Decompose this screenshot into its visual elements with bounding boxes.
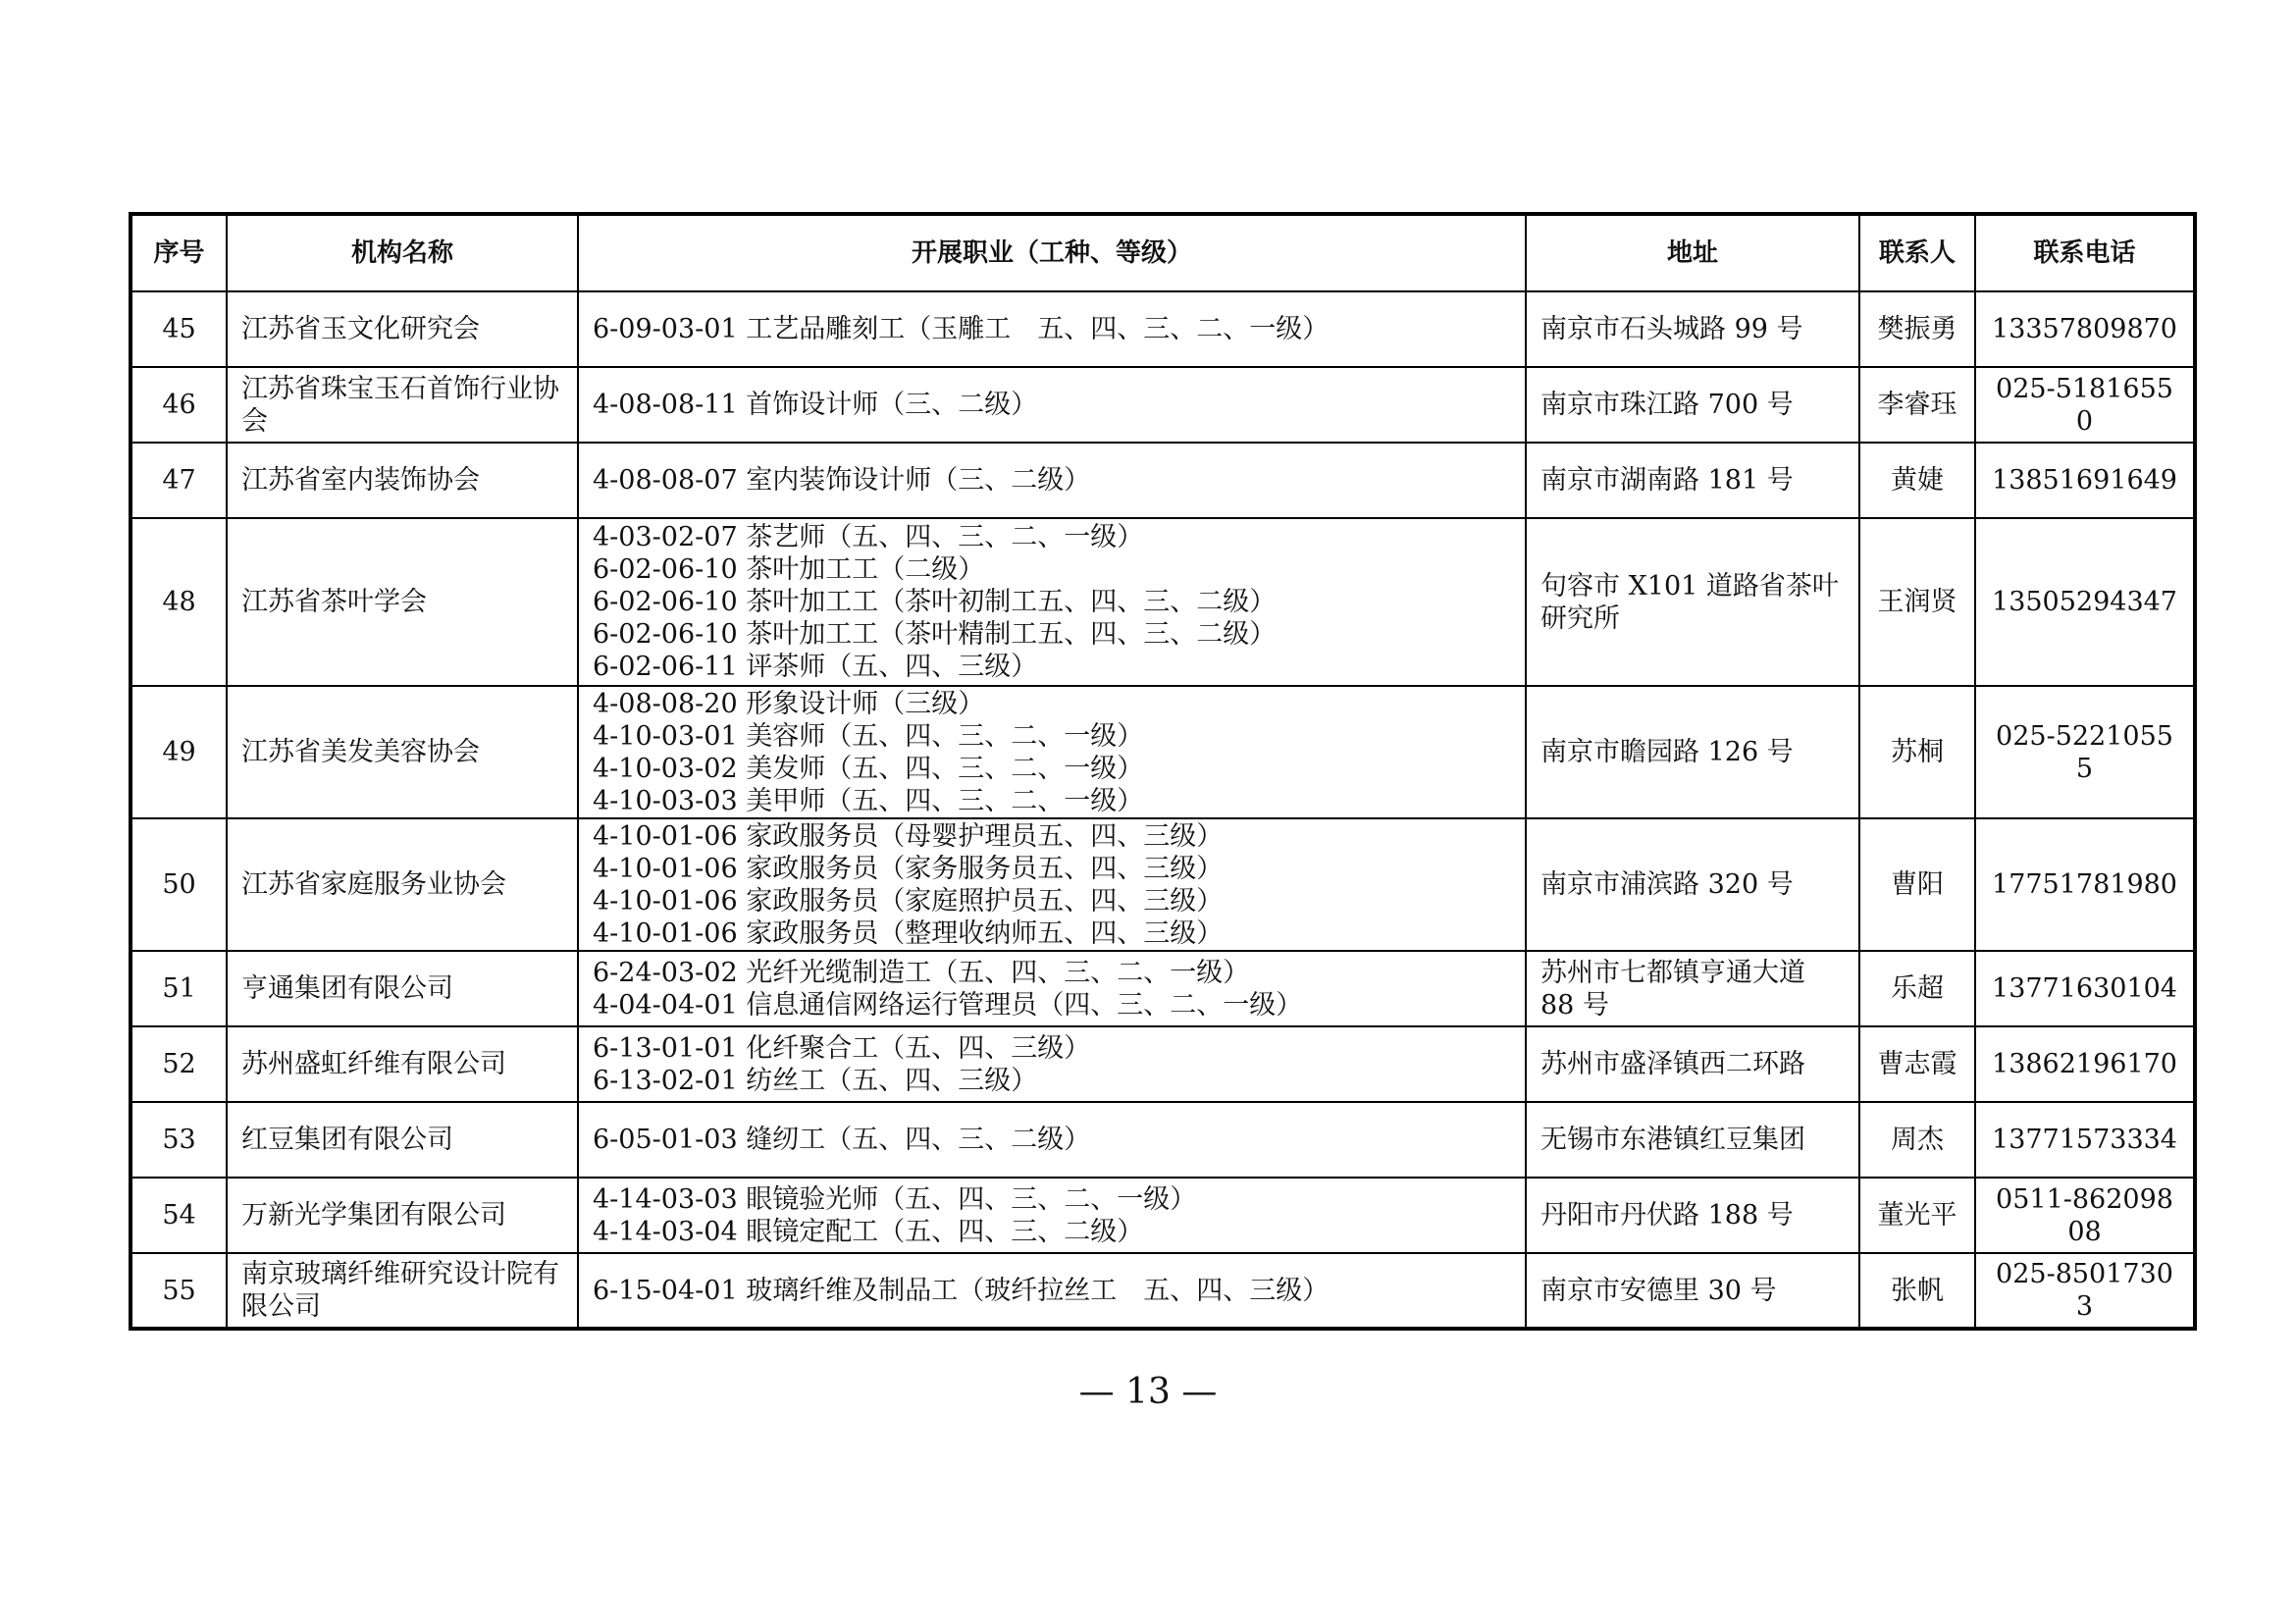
cell-org: 南京玻璃纤维研究设计院有限公司: [227, 1253, 578, 1329]
cell-org: 万新光学集团有限公司: [227, 1178, 578, 1253]
cell-seq: 47: [130, 443, 227, 518]
cell-contact: 李睿珏: [1859, 367, 1975, 443]
cell-address: 苏州市七都镇亨通大道 88 号: [1526, 951, 1859, 1026]
cell-contact: 张帆: [1859, 1253, 1975, 1329]
cell-seq: 48: [130, 518, 227, 686]
cell-contact: 曹阳: [1859, 818, 1975, 951]
cell-occupations: [578, 1178, 1526, 1253]
cell-org: 江苏省茶叶学会: [227, 518, 578, 686]
cell-occupations: [578, 1253, 1526, 1329]
cell-contact: 王润贤: [1859, 518, 1975, 686]
cell-phone: 13862196170: [1975, 1026, 2195, 1102]
cell-address: 丹阳市丹伏路 188 号: [1526, 1178, 1859, 1253]
occupation-line: 4-10-03-02 美发师（五、四、三、二、一级）: [593, 753, 1144, 784]
occupation-line: 4-08-08-20 形象设计师（三级）: [593, 688, 985, 719]
cell-org: 亨通集团有限公司: [227, 951, 578, 1026]
cell-org: 江苏省室内装饰协会: [227, 443, 578, 518]
cell-occupations: [578, 686, 1526, 818]
cell-occupations: [578, 1102, 1526, 1178]
table-body: [130, 291, 2195, 1329]
cell-address: 南京市石头城路 99 号: [1526, 291, 1859, 367]
cell-occupations: [578, 367, 1526, 443]
cell-occupations: [578, 518, 1526, 686]
header-org: 机构名称: [227, 214, 578, 291]
occupation-line: 6-15-04-01 玻璃纤维及制品工（玻纤拉丝工 五、四、三级）: [593, 1275, 1330, 1306]
cell-contact: 黄婕: [1859, 443, 1975, 518]
occupation-line: 4-14-03-03 眼镜验光师（五、四、三、二、一级）: [593, 1183, 1197, 1215]
cell-phone: 17751781980: [1975, 818, 2195, 951]
cell-seq: 55: [130, 1253, 227, 1329]
cell-address: 南京市湖南路 181 号: [1526, 443, 1859, 518]
table-row: [130, 367, 2195, 443]
institution-table: [129, 212, 2197, 1331]
occupation-line: 6-02-06-10 茶叶加工工（二级）: [593, 554, 985, 585]
cell-address: 无锡市东港镇红豆集团: [1526, 1102, 1859, 1178]
table-row: [130, 1253, 2195, 1329]
cell-contact: 苏桐: [1859, 686, 1975, 818]
table-row: [130, 818, 2195, 951]
occupation-line: 4-14-03-04 眼镜定配工（五、四、三、二级）: [593, 1216, 1144, 1247]
table-row: [130, 1102, 2195, 1178]
header-contact: 联系人: [1859, 214, 1975, 291]
cell-phone: 025-52210555: [1975, 686, 2195, 818]
table-row: [130, 443, 2195, 518]
cell-address: 南京市珠江路 700 号: [1526, 367, 1859, 443]
cell-phone: 0511-86209808: [1975, 1178, 2195, 1253]
cell-org: 红豆集团有限公司: [227, 1102, 578, 1178]
cell-phone: 13771573334: [1975, 1102, 2195, 1178]
cell-seq: 49: [130, 686, 227, 818]
occupation-line: 4-08-08-07 室内装饰设计师（三、二级）: [593, 465, 1091, 496]
occupation-line: 4-08-08-11 首饰设计师（三、二级）: [593, 390, 1038, 420]
cell-address: 句容市 X101 道路省茶叶研究所: [1526, 518, 1859, 686]
cell-org: 江苏省家庭服务业协会: [227, 818, 578, 951]
table-row: [130, 291, 2195, 367]
occupation-line: 4-10-03-01 美容师（五、四、三、二、一级）: [593, 720, 1144, 752]
occupation-line: 4-10-01-06 家政服务员（家务服务员五、四、三级）: [593, 853, 1224, 884]
occupation-line: 4-10-01-06 家政服务员（家庭照护员五、四、三级）: [593, 885, 1224, 917]
table-header-row: [130, 214, 2195, 291]
cell-seq: 51: [130, 951, 227, 1026]
header-phone: 联系电话: [1975, 214, 2195, 291]
occupation-line: 6-02-06-10 茶叶加工工（茶叶精制工五、四、三、二级）: [593, 619, 1277, 650]
cell-phone: 13851691649: [1975, 443, 2195, 518]
cell-contact: 董光平: [1859, 1178, 1975, 1253]
cell-occupations: [578, 951, 1526, 1026]
cell-occupations: [578, 818, 1526, 951]
table-row: [130, 686, 2195, 818]
cell-org: 江苏省珠宝玉石首饰行业协会: [227, 367, 578, 443]
cell-address: 南京市安德里 30 号: [1526, 1253, 1859, 1329]
cell-phone: 025-85017303: [1975, 1253, 2195, 1329]
cell-phone: 13505294347: [1975, 518, 2195, 686]
header-occupations: 开展职业（工种、等级）: [578, 214, 1526, 291]
cell-address: 苏州市盛泽镇西二环路: [1526, 1026, 1859, 1102]
cell-phone: 13357809870: [1975, 291, 2195, 367]
occupation-line: 4-10-01-06 家政服务员（整理收纳师五、四、三级）: [593, 917, 1224, 949]
occupation-line: 6-02-06-11 评茶师（五、四、三级）: [593, 652, 1038, 682]
cell-occupations: [578, 291, 1526, 367]
occupation-line: 6-24-03-02 光纤光缆制造工（五、四、三、二、一级）: [593, 957, 1250, 988]
table-row: [130, 951, 2195, 1026]
occupation-line: 6-13-01-01 化纤聚合工（五、四、三级）: [593, 1032, 1091, 1064]
occupation-line: 6-13-02-01 纺丝工（五、四、三级）: [593, 1065, 1038, 1096]
occupation-line: 6-05-01-03 缝纫工（五、四、三、二级）: [593, 1125, 1091, 1155]
cell-seq: 53: [130, 1102, 227, 1178]
cell-org: 江苏省美发美容协会: [227, 686, 578, 818]
cell-occupations: [578, 443, 1526, 518]
cell-seq: 46: [130, 367, 227, 443]
cell-seq: 45: [130, 291, 227, 367]
cell-phone: 13771630104: [1975, 951, 2195, 1026]
cell-seq: 52: [130, 1026, 227, 1102]
table-row: [130, 518, 2195, 686]
cell-occupations: [578, 1026, 1526, 1102]
cell-address: 南京市瞻园路 126 号: [1526, 686, 1859, 818]
occupation-line: 6-02-06-10 茶叶加工工（茶叶初制工五、四、三、二级）: [593, 587, 1277, 617]
occupation-line: 4-10-03-03 美甲师（五、四、三、二、一级）: [593, 785, 1144, 816]
page-number: — 13 —: [1078, 1372, 1218, 1412]
table-row: [130, 1026, 2195, 1102]
occupation-line: 4-04-04-01 信息通信网络运行管理员（四、三、二、一级）: [593, 989, 1303, 1021]
cell-contact: 曹志霞: [1859, 1026, 1975, 1102]
cell-contact: 樊振勇: [1859, 291, 1975, 367]
occupation-line: 4-03-02-07 茶艺师（五、四、三、二、一级）: [593, 522, 1144, 552]
cell-seq: 54: [130, 1178, 227, 1253]
cell-address: 南京市浦滨路 320 号: [1526, 818, 1859, 951]
cell-org: 江苏省玉文化研究会: [227, 291, 578, 367]
cell-seq: 50: [130, 818, 227, 951]
cell-org: 苏州盛虹纤维有限公司: [227, 1026, 578, 1102]
header-address: 地址: [1526, 214, 1859, 291]
header-seq: 序号: [130, 214, 227, 291]
occupation-line: 6-09-03-01 工艺品雕刻工（玉雕工 五、四、三、二、一级）: [593, 314, 1330, 344]
cell-contact: 乐超: [1859, 951, 1975, 1026]
cell-phone: 025-51816550: [1975, 367, 2195, 443]
cell-contact: 周杰: [1859, 1102, 1975, 1178]
occupation-line: 4-10-01-06 家政服务员（母婴护理员五、四、三级）: [593, 820, 1224, 852]
table-row: [130, 1178, 2195, 1253]
